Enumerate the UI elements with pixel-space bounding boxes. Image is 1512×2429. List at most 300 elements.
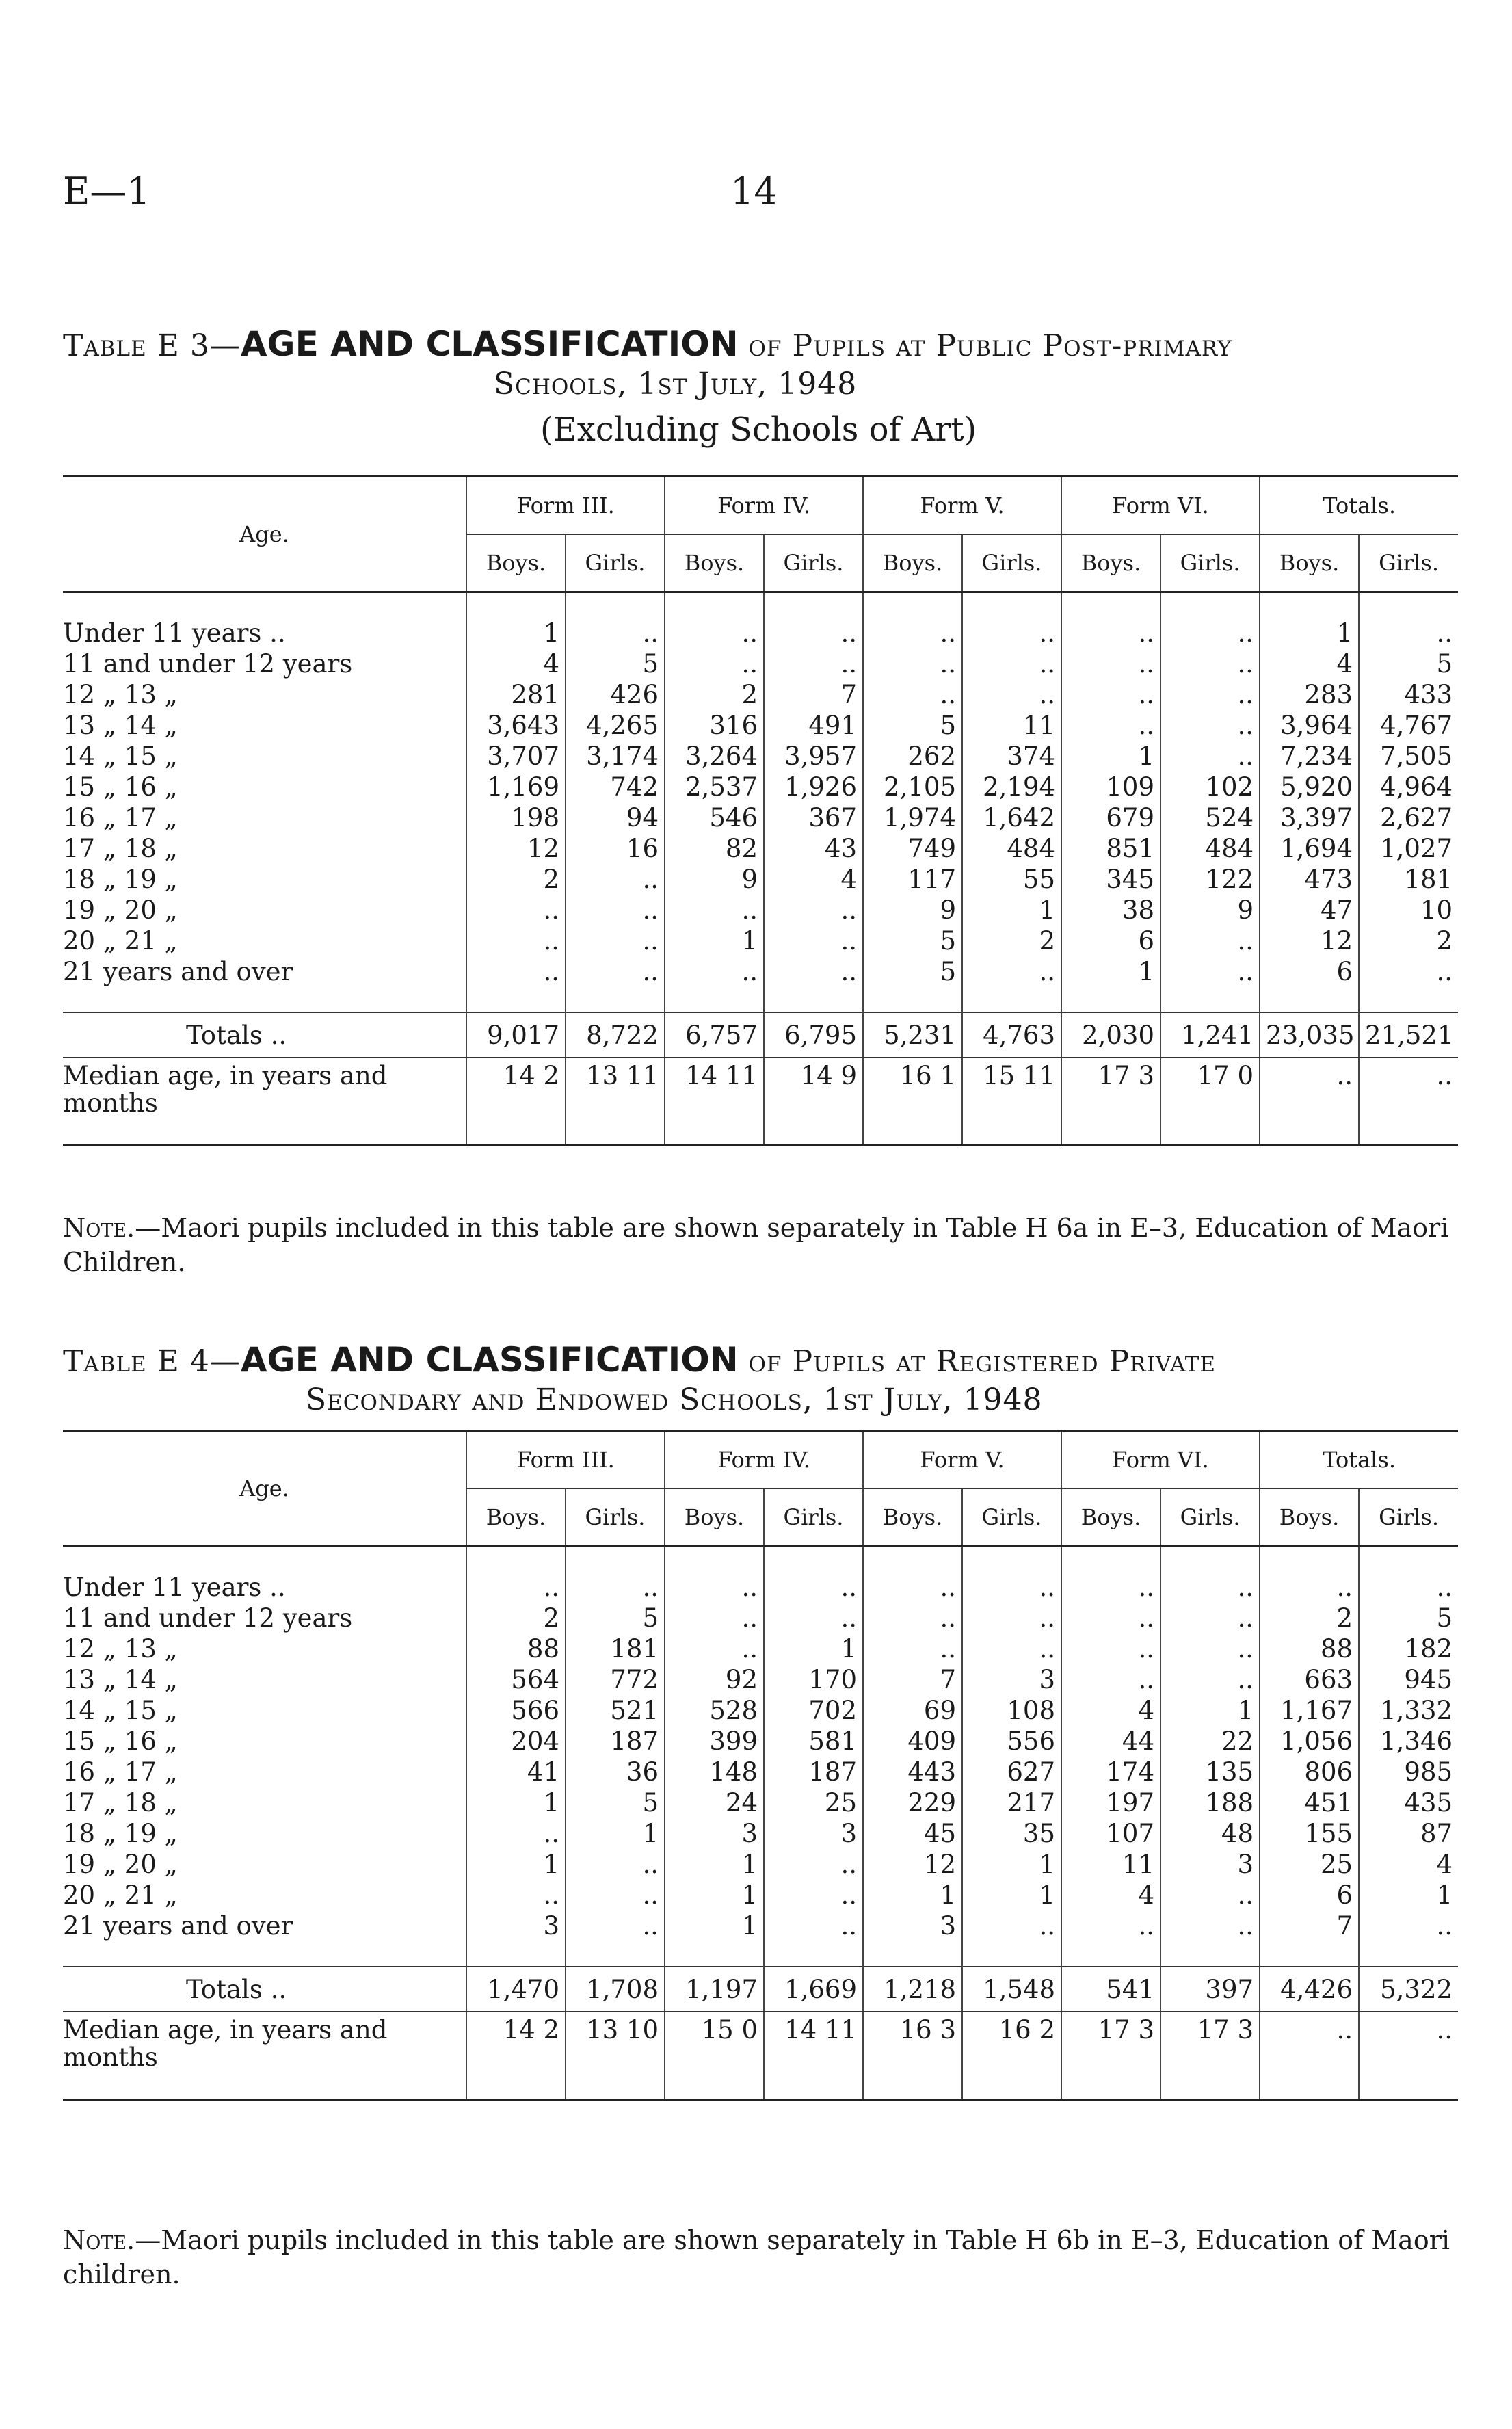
data-cell: .. xyxy=(1160,925,1260,956)
data-cell: 4 xyxy=(1061,1695,1160,1726)
age-label: 21 years and over xyxy=(63,1911,293,1941)
table-row xyxy=(63,895,1458,925)
data-cell: 806 xyxy=(1260,1757,1359,1787)
spacer-cell xyxy=(764,1117,863,1146)
data-cell: 1,169 xyxy=(466,772,566,802)
data-cell: .. xyxy=(566,1572,665,1603)
data-cell: 35 xyxy=(962,1818,1061,1849)
table-row xyxy=(63,1664,1458,1695)
data-cell: .. xyxy=(1160,1880,1260,1911)
table-e4-title xyxy=(63,1341,1458,1419)
data-cell: 6 xyxy=(1260,1880,1359,1911)
table-row xyxy=(63,802,1458,833)
spacer-cell xyxy=(1160,592,1260,618)
totals-cell: 1,197 xyxy=(665,1967,764,2012)
table-row xyxy=(63,1849,1458,1880)
table-row xyxy=(63,1757,1458,1787)
data-cell: 108 xyxy=(962,1695,1061,1726)
data-cell: 1 xyxy=(466,618,566,648)
data-cell: .. xyxy=(566,1849,665,1880)
spacer-cell xyxy=(764,1547,863,1573)
spacer-cell xyxy=(566,2071,665,2100)
spacer-cell xyxy=(1359,592,1458,618)
data-cell: 22 xyxy=(1160,1726,1260,1757)
median-cell: 14 2 xyxy=(466,1058,566,1117)
spacer-cell xyxy=(63,1941,466,1967)
spacer-cell xyxy=(764,592,863,618)
spacer-row xyxy=(63,2071,1458,2100)
median-cell: 15 11 xyxy=(962,1058,1061,1117)
spacer-row xyxy=(63,987,1458,1012)
data-cell: .. xyxy=(1160,1664,1260,1695)
data-cell: 663 xyxy=(1260,1664,1359,1695)
spacer-cell xyxy=(566,1547,665,1573)
data-cell: .. xyxy=(566,925,665,956)
data-cell: .. xyxy=(1061,618,1160,648)
spacer-cell xyxy=(1061,1117,1160,1146)
data-cell: 1 xyxy=(1359,1880,1458,1911)
totals-cell: 6,795 xyxy=(764,1012,863,1058)
spacer-row xyxy=(63,1547,1458,1573)
median-cell: 13 10 xyxy=(566,2012,665,2071)
totals-cell: 9,017 xyxy=(466,1012,566,1058)
data-cell: .. xyxy=(566,864,665,895)
form-iii-header: Form III. xyxy=(466,1431,665,1489)
spacer-cell xyxy=(466,1117,566,1146)
totals-cell: 4,426 xyxy=(1260,1967,1359,2012)
data-cell: 7,234 xyxy=(1260,741,1359,772)
data-cell: 25 xyxy=(1260,1849,1359,1880)
median-cell: .. xyxy=(1260,2012,1359,2071)
table-e3-subtitle: (Excluding Schools of Art) xyxy=(540,410,977,449)
form-iii-header: Form III. xyxy=(466,477,665,535)
data-cell: 1 xyxy=(665,1911,764,1941)
totals-cell: 8,722 xyxy=(566,1012,665,1058)
data-cell: 187 xyxy=(764,1757,863,1787)
spacer-cell xyxy=(1260,1547,1359,1573)
boys-header: Boys. xyxy=(466,1488,566,1547)
data-cell: 1,694 xyxy=(1260,833,1359,864)
totals-cell: 23,035 xyxy=(1260,1012,1359,1058)
data-cell: .. xyxy=(665,1603,764,1633)
girls-header: Girls. xyxy=(962,1488,1061,1547)
data-cell: 2 xyxy=(1359,925,1458,956)
totals-cell: 6,757 xyxy=(665,1012,764,1058)
boys-header: Boys. xyxy=(665,534,764,592)
age-label: 14 „ 15 „ xyxy=(63,1696,178,1725)
data-cell: .. xyxy=(566,1880,665,1911)
data-cell: .. xyxy=(466,895,566,925)
median-cell: 15 0 xyxy=(665,2012,764,2071)
data-cell: 43 xyxy=(764,833,863,864)
data-cell: 3,174 xyxy=(566,741,665,772)
data-cell: .. xyxy=(764,1880,863,1911)
table-row xyxy=(63,1726,1458,1757)
data-cell: 367 xyxy=(764,802,863,833)
data-cell: 12 xyxy=(863,1849,962,1880)
data-cell: 2,194 xyxy=(962,772,1061,802)
spacer-cell xyxy=(863,1117,962,1146)
data-cell: .. xyxy=(962,679,1061,710)
age-label: 20 „ 21 „ xyxy=(63,926,178,956)
spacer-cell xyxy=(566,592,665,618)
median-cell: 14 11 xyxy=(764,2012,863,2071)
data-cell: 1 xyxy=(665,1849,764,1880)
data-cell: 399 xyxy=(665,1726,764,1757)
data-cell: .. xyxy=(962,1633,1061,1664)
data-cell: 155 xyxy=(1260,1818,1359,1849)
data-cell: 851 xyxy=(1061,833,1160,864)
data-cell: .. xyxy=(962,618,1061,648)
data-cell: 484 xyxy=(1160,833,1260,864)
spacer-cell xyxy=(962,2071,1061,2100)
spacer-cell xyxy=(962,592,1061,618)
spacer-cell xyxy=(63,2071,466,2100)
data-cell: 2,627 xyxy=(1359,802,1458,833)
totals-cell: 1,708 xyxy=(566,1967,665,2012)
girls-header: Girls. xyxy=(962,534,1061,592)
data-cell: 4 xyxy=(1260,648,1359,679)
table-row xyxy=(63,772,1458,802)
data-cell: 2 xyxy=(665,679,764,710)
girls-header: Girls. xyxy=(764,534,863,592)
spacer-cell xyxy=(764,1941,863,1967)
age-label: 19 „ 20 „ xyxy=(63,895,178,925)
note-text: —Maori pupils included in this table are shown separately in Table H 6a in E–3, Education of Maori Children. xyxy=(63,1213,1449,1277)
girls-header: Girls. xyxy=(566,1488,665,1547)
spacer-cell xyxy=(1061,1941,1160,1967)
data-cell: 148 xyxy=(665,1757,764,1787)
median-cell: .. xyxy=(1359,2012,1458,2071)
totals-cell: 1,241 xyxy=(1160,1012,1260,1058)
data-cell: 69 xyxy=(863,1695,962,1726)
data-cell: .. xyxy=(863,1572,962,1603)
table-row xyxy=(63,925,1458,956)
data-cell: .. xyxy=(962,648,1061,679)
boys-header: Boys. xyxy=(863,1488,962,1547)
data-cell: .. xyxy=(1160,741,1260,772)
age-label: 16 „ 17 „ xyxy=(63,1757,178,1787)
data-cell: .. xyxy=(764,1911,863,1941)
data-cell: .. xyxy=(764,956,863,987)
data-cell: 55 xyxy=(962,864,1061,895)
data-cell: .. xyxy=(1160,679,1260,710)
spacer-cell xyxy=(566,987,665,1012)
age-label: Under 11 years .. xyxy=(63,1573,286,1602)
data-cell: 24 xyxy=(665,1787,764,1818)
data-cell: 5 xyxy=(566,648,665,679)
data-cell: .. xyxy=(764,618,863,648)
data-cell: 217 xyxy=(962,1787,1061,1818)
spacer-cell xyxy=(1061,2071,1160,2100)
data-cell: 7,505 xyxy=(1359,741,1458,772)
age-label: 17 „ 18 „ xyxy=(63,1788,178,1817)
median-cell: .. xyxy=(1359,1058,1458,1117)
data-cell: 3 xyxy=(863,1911,962,1941)
totals-cell: 5,231 xyxy=(863,1012,962,1058)
data-cell: 7 xyxy=(863,1664,962,1695)
spacer-cell xyxy=(1260,2071,1359,2100)
totals-header: Totals. xyxy=(1260,477,1458,535)
data-cell: 9 xyxy=(1160,895,1260,925)
spacer-cell xyxy=(1160,1941,1260,1967)
spacer-cell xyxy=(665,1547,764,1573)
age-label: 14 „ 15 „ xyxy=(63,741,178,771)
totals-row xyxy=(63,1012,1458,1058)
data-cell: 109 xyxy=(1061,772,1160,802)
data-cell: 433 xyxy=(1359,679,1458,710)
spacer-cell xyxy=(466,987,566,1012)
median-row xyxy=(63,1058,1458,1117)
data-cell: 11 xyxy=(1061,1849,1160,1880)
spacer-cell xyxy=(665,2071,764,2100)
totals-cell: 541 xyxy=(1061,1967,1160,2012)
age-label: 20 „ 21 „ xyxy=(63,1880,178,1910)
data-cell: 188 xyxy=(1160,1787,1260,1818)
data-cell: 566 xyxy=(466,1695,566,1726)
spacer-cell xyxy=(63,987,466,1012)
data-cell: 1 xyxy=(466,1787,566,1818)
data-cell: 11 xyxy=(962,710,1061,741)
spacer-cell xyxy=(566,1117,665,1146)
median-cell: 17 0 xyxy=(1160,1058,1260,1117)
median-cell: 16 3 xyxy=(863,2012,962,2071)
data-cell: 3,264 xyxy=(665,741,764,772)
data-cell: 435 xyxy=(1359,1787,1458,1818)
spacer-cell xyxy=(962,1941,1061,1967)
boys-header: Boys. xyxy=(863,534,962,592)
data-cell: 6 xyxy=(1260,956,1359,987)
data-cell: 88 xyxy=(466,1633,566,1664)
median-cell: 14 2 xyxy=(466,2012,566,2071)
data-cell: 4,265 xyxy=(566,710,665,741)
data-cell: 1 xyxy=(1061,741,1160,772)
data-cell: 742 xyxy=(566,772,665,802)
data-cell: 1 xyxy=(962,895,1061,925)
data-cell: .. xyxy=(566,956,665,987)
form-vi-header: Form VI. xyxy=(1061,1431,1260,1489)
data-cell: 187 xyxy=(566,1726,665,1757)
data-cell: 521 xyxy=(566,1695,665,1726)
data-cell: .. xyxy=(962,1911,1061,1941)
data-cell: 7 xyxy=(1260,1911,1359,1941)
data-cell: 2,537 xyxy=(665,772,764,802)
age-label: 16 „ 17 „ xyxy=(63,803,178,832)
data-cell: 443 xyxy=(863,1757,962,1787)
median-cell: 14 9 xyxy=(764,1058,863,1117)
spacer-cell xyxy=(1061,592,1160,618)
data-cell: .. xyxy=(466,1880,566,1911)
data-cell: 985 xyxy=(1359,1757,1458,1787)
data-cell: 10 xyxy=(1359,895,1458,925)
spacer-cell xyxy=(1359,1941,1458,1967)
data-cell: .. xyxy=(764,1849,863,1880)
totals-label: Totals .. xyxy=(63,1012,466,1058)
table-row xyxy=(63,1633,1458,1664)
data-cell: 4 xyxy=(764,864,863,895)
data-cell: .. xyxy=(1160,956,1260,987)
totals-cell: 1,218 xyxy=(863,1967,962,2012)
table-e4-bold-title: AGE AND CLASSIFICATION xyxy=(240,1340,739,1380)
data-cell: 9 xyxy=(863,895,962,925)
data-cell: .. xyxy=(962,956,1061,987)
data-cell: 3,964 xyxy=(1260,710,1359,741)
spacer-cell xyxy=(1160,987,1260,1012)
data-cell: .. xyxy=(566,895,665,925)
data-cell: .. xyxy=(1061,710,1160,741)
spacer-cell xyxy=(962,1117,1061,1146)
spacer-cell xyxy=(665,1941,764,1967)
spacer-row xyxy=(63,1117,1458,1146)
data-cell: 5 xyxy=(1359,1603,1458,1633)
data-cell: 48 xyxy=(1160,1818,1260,1849)
spacer-cell xyxy=(566,1941,665,1967)
table-row xyxy=(63,956,1458,987)
data-cell: .. xyxy=(1061,648,1160,679)
page-reference: E—1 xyxy=(63,170,150,213)
table-e3 xyxy=(63,475,1458,1146)
data-cell: .. xyxy=(1359,1572,1458,1603)
spacer-cell xyxy=(63,1547,466,1573)
table-row xyxy=(63,1911,1458,1941)
spacer-cell xyxy=(863,1547,962,1573)
girls-header: Girls. xyxy=(1160,1488,1260,1547)
data-cell: 1,056 xyxy=(1260,1726,1359,1757)
data-cell: 5 xyxy=(566,1603,665,1633)
data-cell: 1,332 xyxy=(1359,1695,1458,1726)
spacer-cell xyxy=(63,592,466,618)
table-e3-title xyxy=(63,325,1458,404)
data-cell: 1,974 xyxy=(863,802,962,833)
data-cell: .. xyxy=(1160,710,1260,741)
note-lead: Note. xyxy=(63,2225,135,2255)
data-cell: 3,957 xyxy=(764,741,863,772)
data-cell: 1 xyxy=(863,1880,962,1911)
data-cell: .. xyxy=(1061,679,1160,710)
data-cell: 174 xyxy=(1061,1757,1160,1787)
data-cell: 122 xyxy=(1160,864,1260,895)
spacer-row xyxy=(63,1941,1458,1967)
data-cell: 749 xyxy=(863,833,962,864)
data-cell: 1,346 xyxy=(1359,1726,1458,1757)
data-cell: 36 xyxy=(566,1757,665,1787)
median-cell: 16 2 xyxy=(962,2012,1061,2071)
table-row xyxy=(63,1572,1458,1603)
data-cell: 4,964 xyxy=(1359,772,1458,802)
spacer-cell xyxy=(1260,1941,1359,1967)
spacer-cell xyxy=(1160,1117,1260,1146)
data-cell: .. xyxy=(1160,1911,1260,1941)
girls-header: Girls. xyxy=(1359,1488,1458,1547)
data-cell: 2 xyxy=(962,925,1061,956)
spacer-cell xyxy=(1359,2071,1458,2100)
table-row xyxy=(63,741,1458,772)
spacer-cell xyxy=(665,592,764,618)
table-row xyxy=(63,1603,1458,1633)
data-cell: 491 xyxy=(764,710,863,741)
data-cell: .. xyxy=(863,679,962,710)
data-cell: 94 xyxy=(566,802,665,833)
data-cell: .. xyxy=(1359,1911,1458,1941)
data-cell: 409 xyxy=(863,1726,962,1757)
table-e3-prefix: Table E 3— xyxy=(63,328,241,363)
table-e4-title-line2: Secondary and Endowed Schools, 1st July, 1948 xyxy=(306,1382,1043,1417)
age-column-header: Age. xyxy=(63,1431,466,1547)
totals-cell: 5,322 xyxy=(1359,1967,1458,2012)
data-cell: 6 xyxy=(1061,925,1160,956)
data-cell: 679 xyxy=(1061,802,1160,833)
data-cell: 107 xyxy=(1061,1818,1160,1849)
data-cell: 25 xyxy=(764,1787,863,1818)
data-cell: 4,767 xyxy=(1359,710,1458,741)
data-cell: 181 xyxy=(1359,864,1458,895)
data-cell: 5,920 xyxy=(1260,772,1359,802)
data-cell: 945 xyxy=(1359,1664,1458,1695)
spacer-row xyxy=(63,592,1458,618)
data-cell: 316 xyxy=(665,710,764,741)
age-label: 17 „ 18 „ xyxy=(63,834,178,863)
data-cell: 1 xyxy=(962,1880,1061,1911)
table-e4 xyxy=(63,1430,1458,2101)
data-cell: 426 xyxy=(566,679,665,710)
data-cell: .. xyxy=(566,618,665,648)
boys-header: Boys. xyxy=(1061,534,1160,592)
data-cell: 451 xyxy=(1260,1787,1359,1818)
table-e4-title-rest: of Pupils at Registered Private xyxy=(748,1344,1217,1379)
totals-cell: 1,669 xyxy=(764,1967,863,2012)
data-cell: 627 xyxy=(962,1757,1061,1787)
data-cell: 4 xyxy=(1061,1880,1160,1911)
data-cell: 47 xyxy=(1260,895,1359,925)
spacer-cell xyxy=(1061,1547,1160,1573)
boys-header: Boys. xyxy=(1061,1488,1160,1547)
spacer-cell xyxy=(1061,987,1160,1012)
data-cell: 2 xyxy=(466,1603,566,1633)
table-e4-body xyxy=(63,1547,1458,2100)
totals-cell: 2,030 xyxy=(1061,1012,1160,1058)
age-label: 18 „ 19 „ xyxy=(63,865,178,894)
spacer-cell xyxy=(466,1941,566,1967)
data-cell: 1 xyxy=(1061,956,1160,987)
data-cell: 5 xyxy=(863,956,962,987)
data-cell: .. xyxy=(566,1911,665,1941)
median-cell: .. xyxy=(1260,1058,1359,1117)
data-cell: .. xyxy=(863,1603,962,1633)
table-e4-prefix: Table E 4— xyxy=(63,1344,241,1379)
note-lead: Note. xyxy=(63,1213,135,1243)
spacer-cell xyxy=(665,1117,764,1146)
spacer-cell xyxy=(962,987,1061,1012)
spacer-cell xyxy=(1160,2071,1260,2100)
data-cell: 12 xyxy=(1260,925,1359,956)
spacer-cell xyxy=(665,987,764,1012)
spacer-cell xyxy=(1260,987,1359,1012)
data-cell: 3,707 xyxy=(466,741,566,772)
data-cell: 197 xyxy=(1061,1787,1160,1818)
data-cell: 1,926 xyxy=(764,772,863,802)
data-cell: 772 xyxy=(566,1664,665,1695)
median-label: Median age, in years and months xyxy=(63,1061,388,1117)
table-row xyxy=(63,1787,1458,1818)
table-row xyxy=(63,618,1458,648)
form-iv-header: Form IV. xyxy=(665,1431,863,1489)
age-label: 18 „ 19 „ xyxy=(63,1819,178,1848)
table-row xyxy=(63,710,1458,741)
data-cell: 44 xyxy=(1061,1726,1160,1757)
data-cell: 564 xyxy=(466,1664,566,1695)
data-cell: 1 xyxy=(962,1849,1061,1880)
data-cell: 3 xyxy=(962,1664,1061,1695)
